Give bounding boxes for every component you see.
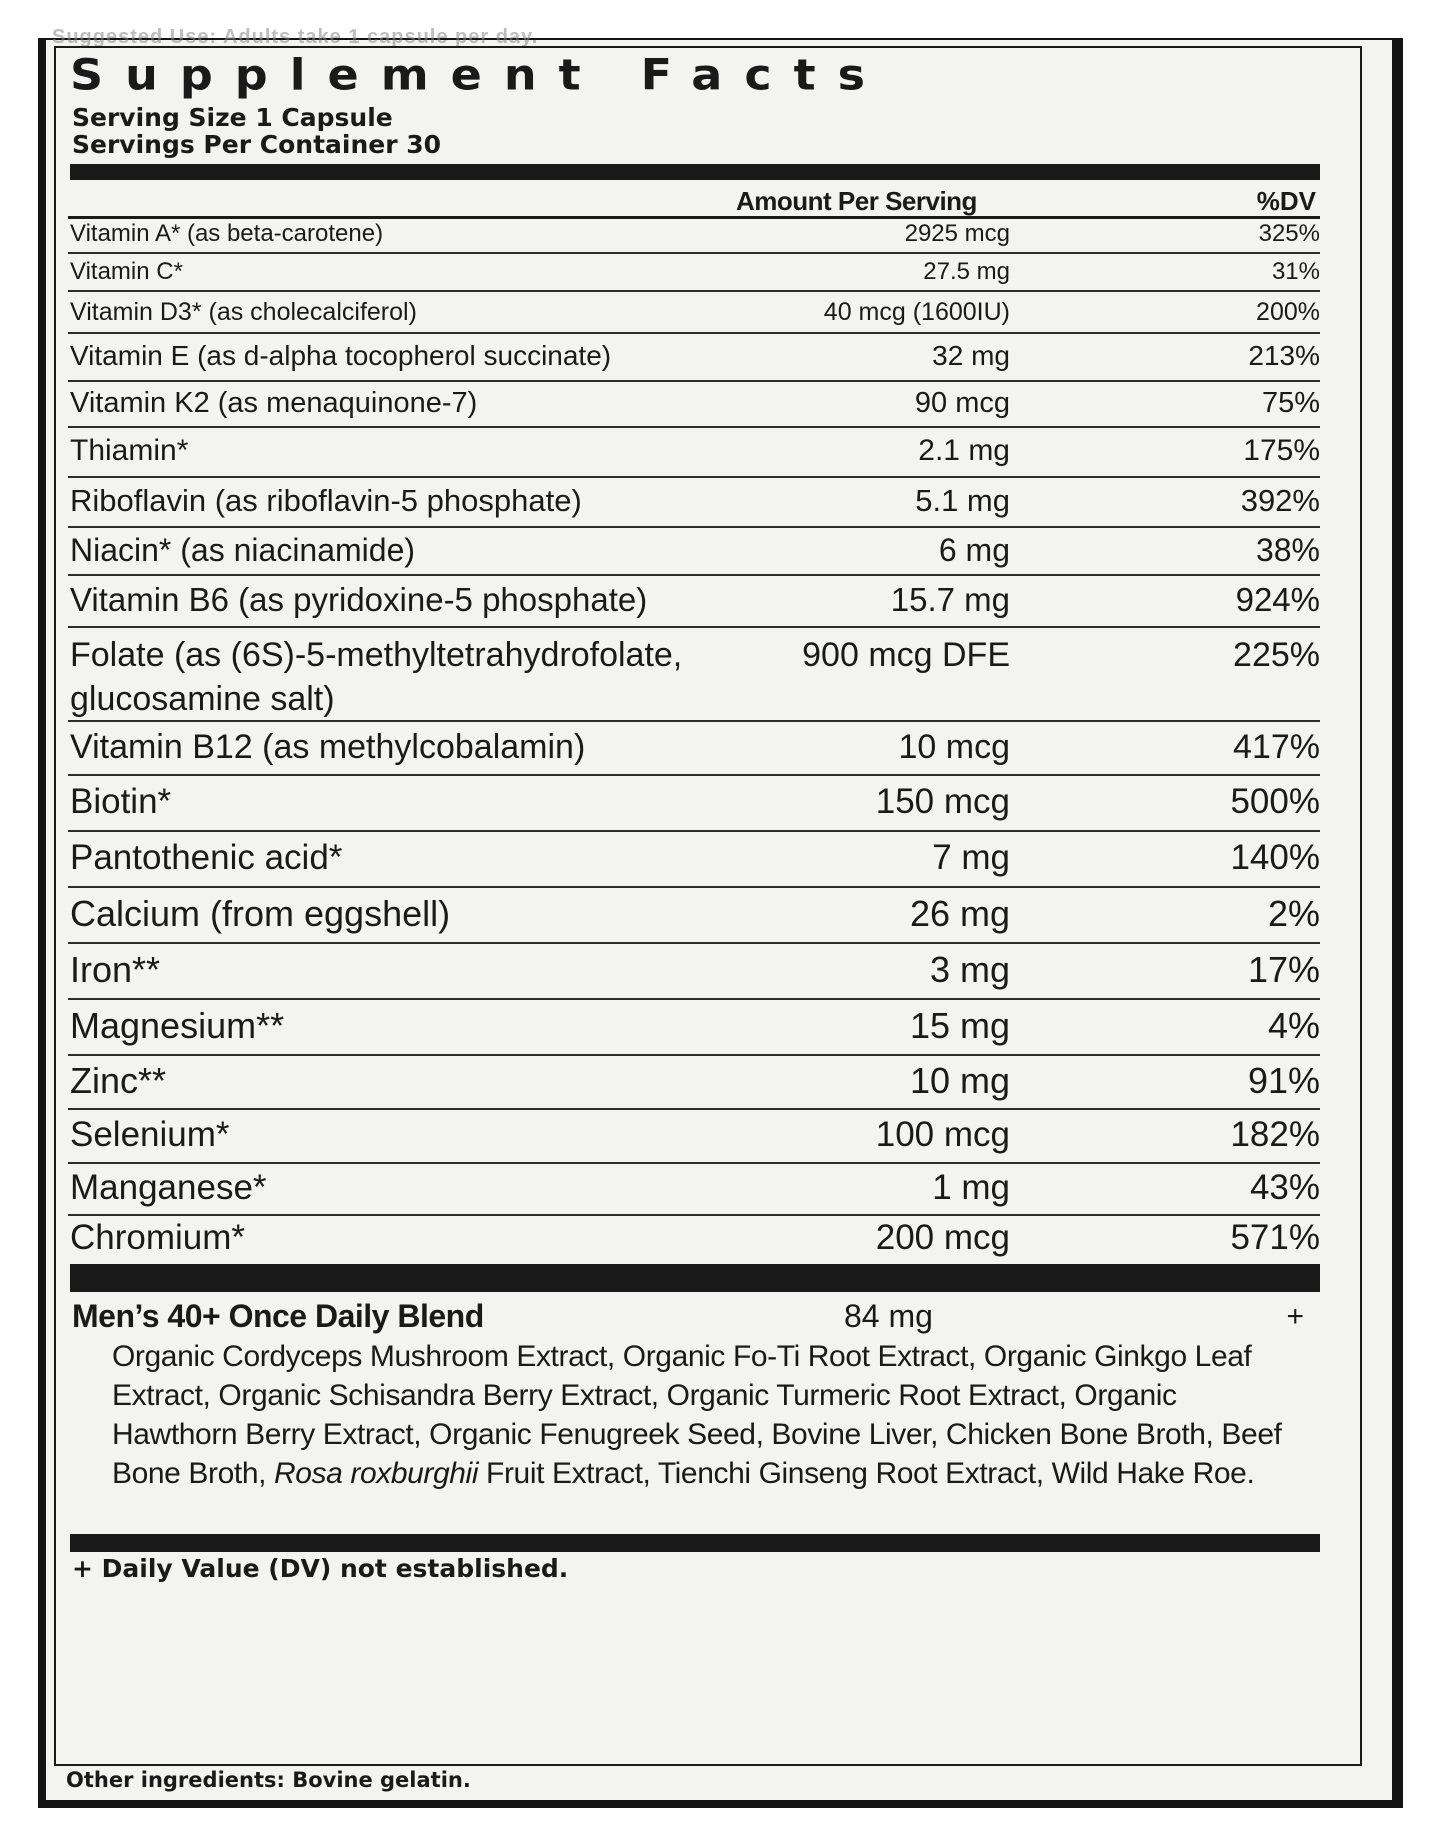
- header-dv: %DV: [1256, 186, 1316, 216]
- nutrient-name: Zinc**: [70, 1060, 167, 1101]
- nutrient-amount: 3 mg: [929, 949, 1010, 990]
- nutrient-amount: 10 mcg: [898, 728, 1010, 766]
- table-row: [68, 1162, 1320, 1216]
- table-row: [68, 526, 1320, 576]
- nutrient-name: Magnesium**: [70, 1005, 285, 1046]
- table-row: [68, 942, 1320, 1000]
- nutrient-dv: 392%: [1240, 483, 1320, 518]
- nutrient-amount: 26 mg: [909, 893, 1010, 934]
- nutrient-amount: 2925 mcg: [904, 220, 1010, 247]
- table-row: [68, 886, 1320, 944]
- nutrient-name: Vitamin A* (as beta-carotene): [70, 220, 384, 247]
- nutrient-amount: 10 mg: [909, 1060, 1010, 1101]
- serving-size: Serving Size 1 Capsule: [72, 103, 393, 132]
- table-row: [68, 476, 1320, 528]
- nutrient-name: Vitamin C*: [70, 258, 183, 285]
- table-row: [68, 292, 1320, 334]
- nutrient-dv: 225%: [1233, 636, 1320, 674]
- nutrient-amount: 150 mcg: [875, 782, 1010, 821]
- nutrient-dv: 4%: [1267, 1005, 1320, 1046]
- nutrient-amount: 100 mcg: [875, 1115, 1010, 1154]
- nutrient-name: Chromium*: [70, 1218, 246, 1257]
- nutrient-dv: 38%: [1255, 532, 1320, 568]
- header-amount: Amount Per Serving: [736, 186, 977, 216]
- table-row: [68, 1108, 1320, 1164]
- nutrient-name: Manganese*: [70, 1168, 267, 1207]
- nutrient-amount: 15 mg: [909, 1005, 1010, 1046]
- table-row: [68, 1214, 1320, 1262]
- nutrient-dv: 182%: [1230, 1115, 1320, 1154]
- table-row: [68, 574, 1320, 628]
- nutrient-name: Niacin* (as niacinamide): [70, 532, 416, 568]
- nutrient-amount: 15.7 mg: [890, 581, 1010, 618]
- other-ingredients-value: Bovine gelatin.: [292, 1768, 471, 1792]
- nutrient-amount: 90 mcg: [914, 387, 1010, 419]
- nutrient-amount: 2.1 mg: [918, 434, 1010, 467]
- nutrient-dv: 213%: [1248, 340, 1320, 371]
- nutrient-dv: 325%: [1258, 220, 1320, 247]
- table-row: [68, 1054, 1320, 1110]
- dv-footnote: + Daily Value (DV) not established.: [72, 1554, 569, 1583]
- table-row: [68, 774, 1320, 832]
- suggested-use-text: Suggested Use: Adults take 1 capsule per day.: [52, 26, 539, 48]
- table-row: [68, 720, 1320, 776]
- nutrient-dv: 417%: [1233, 728, 1320, 766]
- nutrient-name: Riboflavin (as riboflavin-5 phosphate): [70, 483, 582, 518]
- nutrient-dv: 43%: [1249, 1168, 1320, 1207]
- nutrient-amount: 200 mcg: [875, 1218, 1010, 1257]
- nutrient-name: Vitamin K2 (as menaquinone-7): [70, 387, 478, 419]
- nutrient-dv: 75%: [1261, 387, 1320, 419]
- table-row: [68, 254, 1320, 292]
- nutrient-name-continued: glucosamine salt): [70, 680, 335, 718]
- nutrient-name: Iron**: [70, 949, 161, 990]
- nutrient-dv: 31%: [1271, 258, 1320, 285]
- nutrient-amount: 900 mcg DFE: [802, 636, 1010, 674]
- nutrient-amount: 1 mg: [932, 1168, 1010, 1207]
- nutrient-name: Vitamin B12 (as methylcobalamin): [70, 728, 586, 766]
- nutrient-dv: 500%: [1230, 782, 1320, 821]
- blend-ingredients-text-end: Fruit Extract, Tienchi Ginseng Root Extract, Wild Hake Roe.: [486, 1457, 1255, 1490]
- nutrient-name: Pantothenic acid*: [70, 838, 343, 877]
- servings-per-container: Servings Per Container 30: [72, 130, 442, 159]
- blend-ingredients-italic: Rosa roxburghii: [273, 1457, 479, 1490]
- nutrient-dv: 200%: [1256, 298, 1320, 326]
- blend-amount: 84 mg: [844, 1298, 933, 1334]
- nutrient-dv: 91%: [1247, 1060, 1320, 1101]
- nutrient-dv: 140%: [1230, 838, 1320, 877]
- blend-name: Men’s 40+ Once Daily Blend: [72, 1298, 484, 1334]
- table-row: [68, 426, 1320, 478]
- nutrient-name: Selenium*: [70, 1115, 230, 1154]
- nutrient-dv: 175%: [1243, 434, 1320, 467]
- nutrient-amount: 27.5 mg: [923, 258, 1010, 285]
- nutrient-name: Thiamin*: [70, 434, 189, 467]
- nutrient-name: Vitamin D3* (as cholecalciferol): [70, 298, 417, 326]
- blend-ingredients: [112, 1337, 1302, 1493]
- table-row: [68, 332, 1320, 382]
- nutrient-name: Vitamin E (as d-alpha tocopherol succinate): [70, 340, 612, 371]
- blend-ingredients-text: Organic Cordyceps Mushroom Extract, Organic Fo-Ti Root Extract, Organic Ginkgo Leaf Extract, Organic Schisandra Berry Extract, Organic Turmeric Root Extract, Organic Hawthorn Berry Extract, Organic Fenugreek Seed, Bovine Liver, Chicken Bone Broth, Beef Bone Broth,: [112, 1340, 1282, 1490]
- nutrient-amount: 7 mg: [932, 838, 1010, 877]
- thick-divider-blend: [70, 1264, 1320, 1292]
- nutrient-name: Folate (as (6S)-5-methyltetrahydrofolate,: [70, 636, 683, 674]
- table-row: [68, 626, 1320, 722]
- table-row: [68, 998, 1320, 1056]
- thick-divider-bottom: [70, 1534, 1320, 1552]
- nutrient-dv: 17%: [1247, 949, 1320, 990]
- nutrient-name: Calcium (from eggshell): [70, 893, 451, 934]
- nutrient-name: Vitamin B6 (as pyridoxine-5 phosphate): [70, 581, 648, 618]
- other-ingredients-label: Other ingredients:: [66, 1768, 285, 1792]
- nutrient-amount: 5.1 mg: [915, 483, 1010, 518]
- panel-title: Supplement Facts: [70, 50, 887, 100]
- nutrient-dv: 2%: [1267, 893, 1320, 934]
- thick-divider-top: [70, 164, 1320, 180]
- supplement-label: [46, 26, 1392, 1800]
- nutrient-dv: 571%: [1230, 1218, 1320, 1257]
- nutrient-dv: 924%: [1235, 581, 1320, 618]
- table-row: [68, 830, 1320, 888]
- nutrient-amount: 32 mg: [932, 340, 1010, 371]
- other-ingredients: [66, 1768, 471, 1792]
- nutrient-name: Biotin*: [70, 782, 172, 821]
- blend-dv: +: [1286, 1300, 1304, 1333]
- supplement-facts-panel: [54, 46, 1362, 1766]
- table-row: [68, 216, 1320, 254]
- nutrient-amount: 6 mg: [938, 532, 1010, 568]
- nutrient-amount: 40 mcg (1600IU): [823, 298, 1010, 326]
- table-row: [68, 380, 1320, 428]
